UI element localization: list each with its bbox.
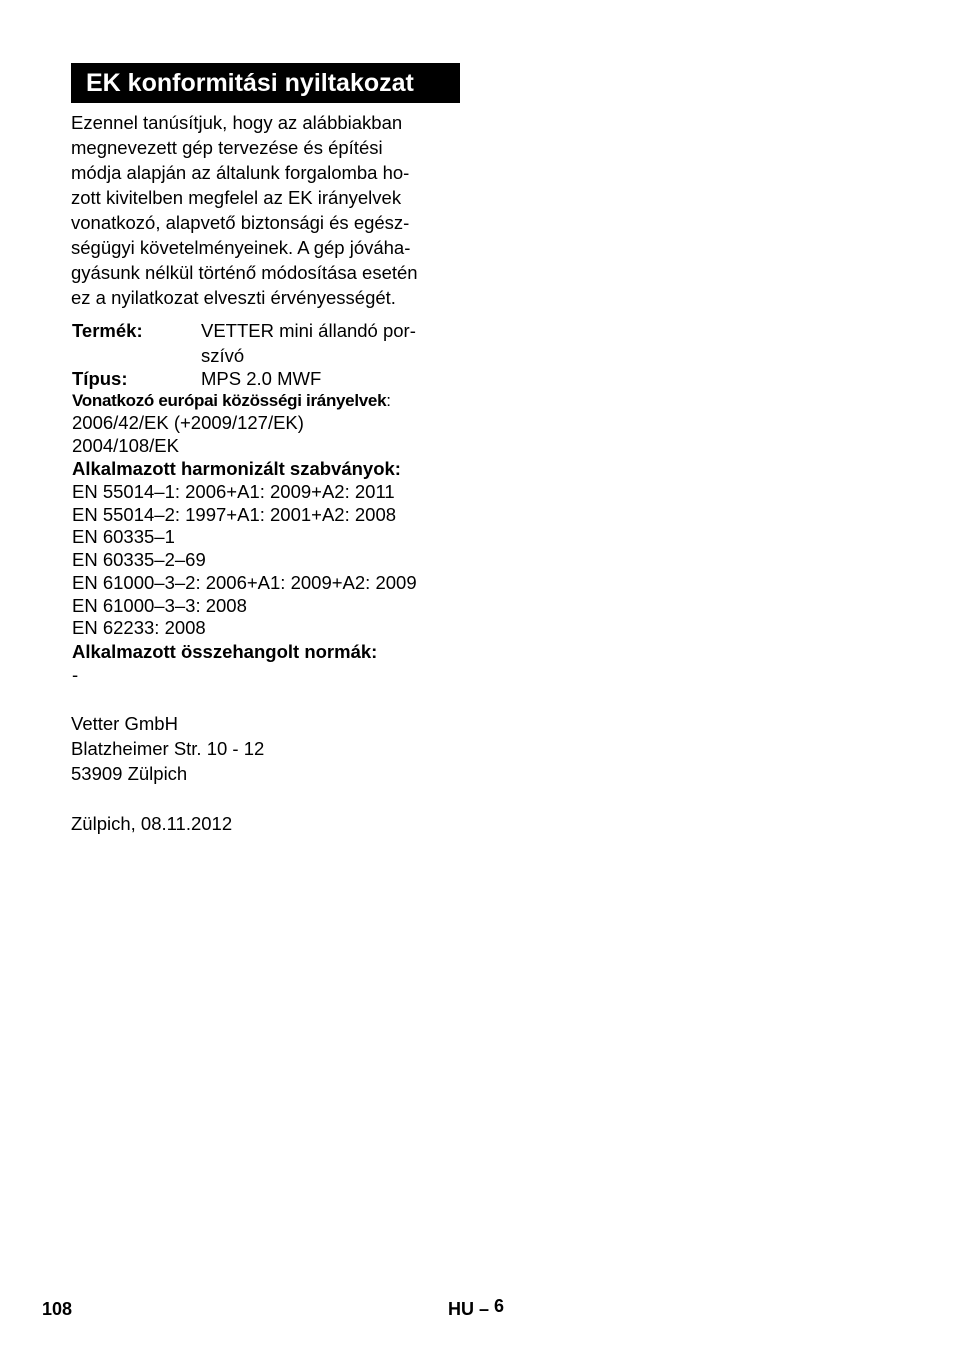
place-date: Zülpich, 08.11.2012 [71, 813, 233, 834]
page-number: 108 [42, 1299, 73, 1319]
standard-item: EN 60335–1 [72, 526, 175, 548]
intro-line: ségügyi követelményeinek. A gép jóváha- [71, 237, 411, 258]
directives-heading [72, 390, 391, 413]
directives-label: Vonatkozó európai közösségi irányelvek [72, 391, 387, 410]
company-street: Blatzheimer Str. 10 - 12 [71, 738, 265, 759]
harmonized-standards-list [72, 481, 417, 640]
intro-line: gyásunk nélkül történő módosítása esetén [71, 262, 418, 283]
standard-item: EN 61000–3–2: 2006+A1: 2009+A2: 2009 [72, 571, 417, 593]
standard-item: EN 61000–3–3: 2008 [72, 594, 247, 616]
intro-line: Ezennel tanúsítjuk, hogy az alábbiakban [71, 112, 403, 133]
harmonized-standards-label: Alkalmazott harmonizált szabványok: [72, 458, 401, 479]
directive-item: 2004/108/EK [72, 434, 179, 456]
type-label: Típus: [72, 368, 128, 389]
intro-line: vonatkozó, alapvető biztonsági és egész- [71, 212, 410, 233]
company-address [71, 711, 264, 786]
intro-line: zott kivitelben megfelel az EK irányelvek [71, 187, 402, 208]
company-name: Vetter GmbH [71, 713, 178, 734]
intro-paragraph [71, 110, 461, 310]
product-label: Termék: [72, 320, 143, 341]
directive-item: 2006/42/EK (+2009/127/EK) [72, 412, 304, 433]
standard-item: EN 62233: 2008 [72, 617, 206, 639]
page-title: EK konformitási nyiltakozat [71, 63, 460, 103]
national-norms-value: - [72, 664, 79, 685]
product-value-line2: szívó [201, 345, 245, 366]
standard-item: EN 60335–2–69 [72, 549, 206, 571]
section-page-label [448, 1298, 504, 1320]
product-value-line1: VETTER mini állandó por- [201, 320, 416, 341]
directives-colon: : [386, 391, 391, 410]
language-code: HU – [448, 1299, 490, 1319]
standard-item: EN 55014–1: 2006+A1: 2009+A2: 2011 [72, 481, 395, 502]
company-city: 53909 Zülpich [71, 763, 188, 784]
directives-list [72, 412, 304, 457]
standard-item: EN 55014–2: 1997+A1: 2001+A2: 2008 [72, 503, 397, 525]
type-value: MPS 2.0 MWF [201, 368, 322, 389]
intro-line: ez a nyilatkozat elveszti érvényességét. [71, 287, 396, 308]
intro-line: módja alapján az általunk forgalomba ho- [71, 162, 410, 183]
national-norms-label: Alkalmazott összehangolt normák: [72, 641, 378, 662]
intro-line: megnevezett gép tervezése és építési [71, 137, 383, 158]
section-page-number: 6 [494, 1296, 505, 1316]
